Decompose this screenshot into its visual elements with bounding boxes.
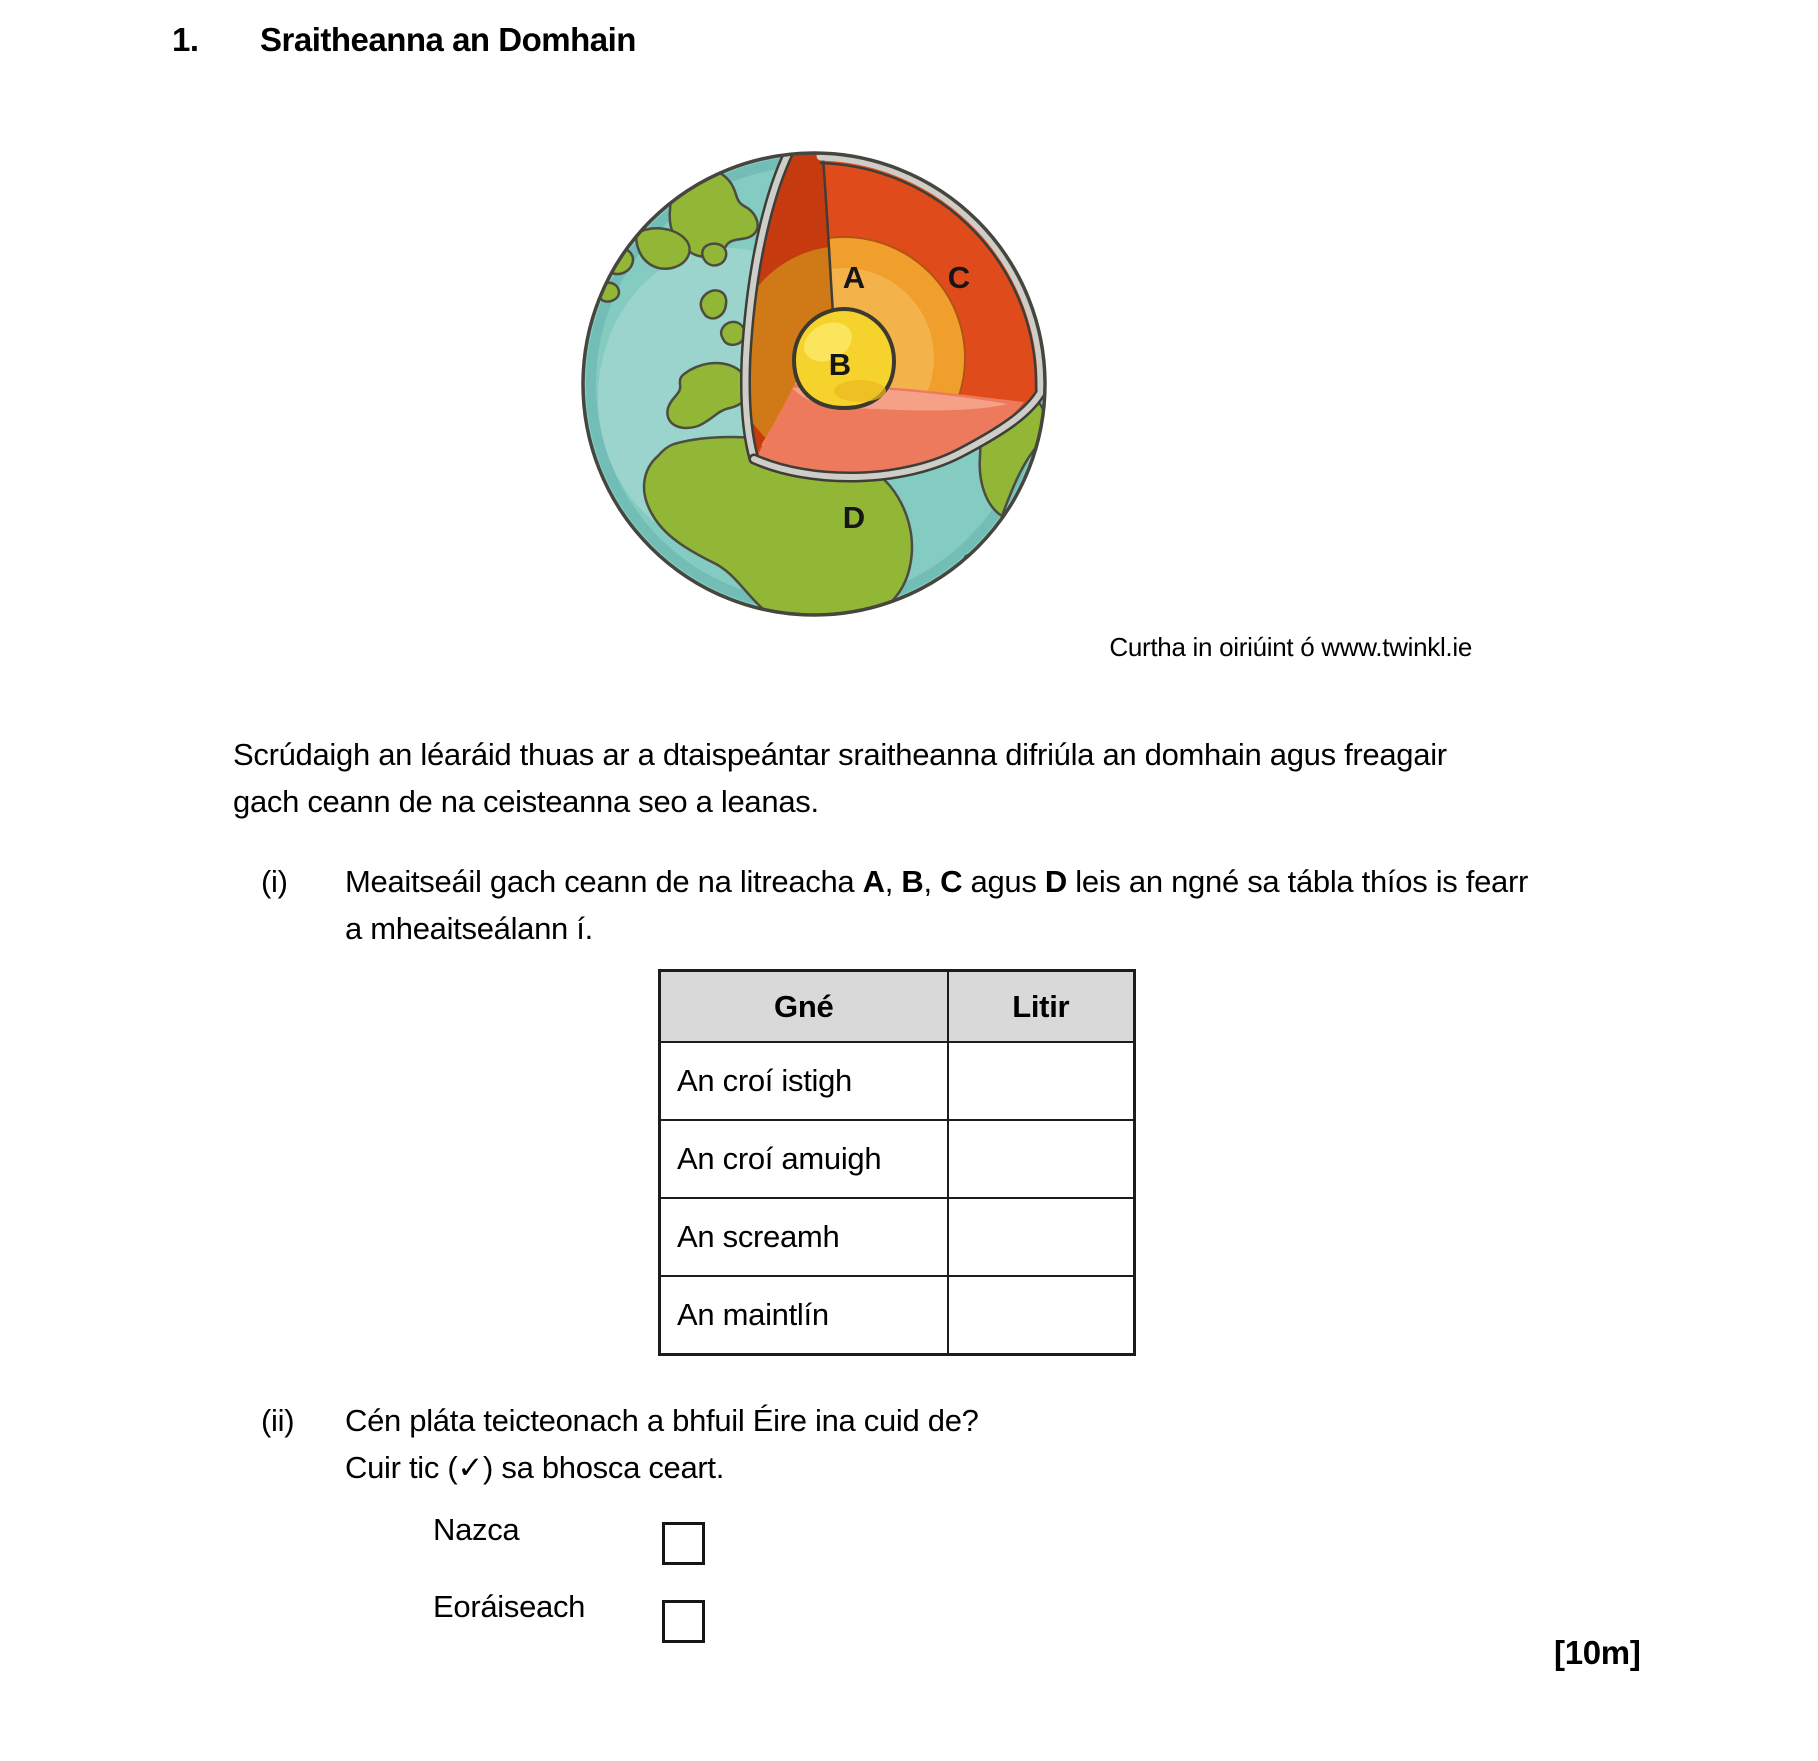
question-i-text <box>345 858 1685 952</box>
landmass-southeast <box>960 551 1036 607</box>
intro-line-2: gach ceann de na ceisteanna seo a leanas. <box>233 784 819 819</box>
feature-cell: An croí istigh <box>660 1042 948 1120</box>
marks-badge: [10m] <box>1554 1634 1641 1671</box>
island-small <box>702 244 726 266</box>
question-i-line-2: a mheaitseálann í. <box>345 911 593 946</box>
checkbox-eoraiseach[interactable] <box>662 1600 705 1643</box>
letter-answer-cell[interactable] <box>948 1276 1135 1355</box>
checkbox-nazca[interactable] <box>662 1522 705 1565</box>
q1-letter-d: D <box>1044 864 1067 899</box>
intro-paragraph <box>233 731 1447 825</box>
table-row <box>660 1042 1135 1120</box>
q1-letter-b: B <box>901 864 924 899</box>
q1-part: agus <box>962 864 1045 899</box>
island-ireland <box>721 322 745 345</box>
q1-part: , <box>884 864 902 899</box>
feature-cell: An croí amuigh <box>660 1120 948 1198</box>
question-ii-line-2: Cuir tic (✓) sa bhosca ceart. <box>345 1450 725 1485</box>
q1-part: Meaitseáil gach ceann de na litreacha <box>345 864 863 899</box>
layer-label-d: D <box>842 500 866 535</box>
layer-label-a: A <box>842 260 866 295</box>
q1-part: , <box>923 864 941 899</box>
matching-table <box>658 969 1136 1356</box>
option-label-eoraiseach: Eoráiseach <box>433 1589 586 1624</box>
table-row <box>660 1198 1135 1276</box>
table-row <box>660 1276 1135 1355</box>
earth-layers-diagram <box>578 138 1050 630</box>
letter-answer-cell[interactable] <box>948 1120 1135 1198</box>
question-i-line-1 <box>345 858 1685 905</box>
question-ii-marker: (ii) <box>261 1403 295 1438</box>
island-britain <box>701 290 726 318</box>
image-attribution: Curtha in oiriúint ó www.twinkl.ie <box>1109 632 1472 662</box>
q1-part: leis an ngné sa tábla thíos is fearr <box>1066 864 1529 899</box>
feature-cell: An maintlín <box>660 1276 948 1355</box>
feature-cell: An screamh <box>660 1198 948 1276</box>
option-label-nazca: Nazca <box>433 1512 520 1547</box>
intro-line-1: Scrúdaigh an léaráid thuas ar a dtaispeántar sraitheanna difriúla an domhain agus freagair <box>233 737 1447 772</box>
layer-label-c: C <box>947 260 971 295</box>
layer-label-b: B <box>828 347 852 382</box>
q1-letter-c: C <box>940 864 963 899</box>
table-header-gne: Gné <box>660 971 948 1043</box>
inner-core-shade <box>834 380 886 402</box>
question-i-marker: (i) <box>261 864 288 899</box>
letter-answer-cell[interactable] <box>948 1042 1135 1120</box>
table-header-row <box>660 971 1135 1043</box>
table-header-litir: Litir <box>948 971 1135 1043</box>
q1-letter-a: A <box>862 864 885 899</box>
letter-answer-cell[interactable] <box>948 1198 1135 1276</box>
question-ii-line-1: Cén pláta teicteonach a bhfuil Éire ina cuid de? <box>345 1403 979 1438</box>
question-ii-text <box>345 1397 979 1491</box>
page-title: Sraitheanna an Domhain <box>260 21 636 58</box>
question-number: 1. <box>172 21 199 58</box>
table-row <box>660 1120 1135 1198</box>
